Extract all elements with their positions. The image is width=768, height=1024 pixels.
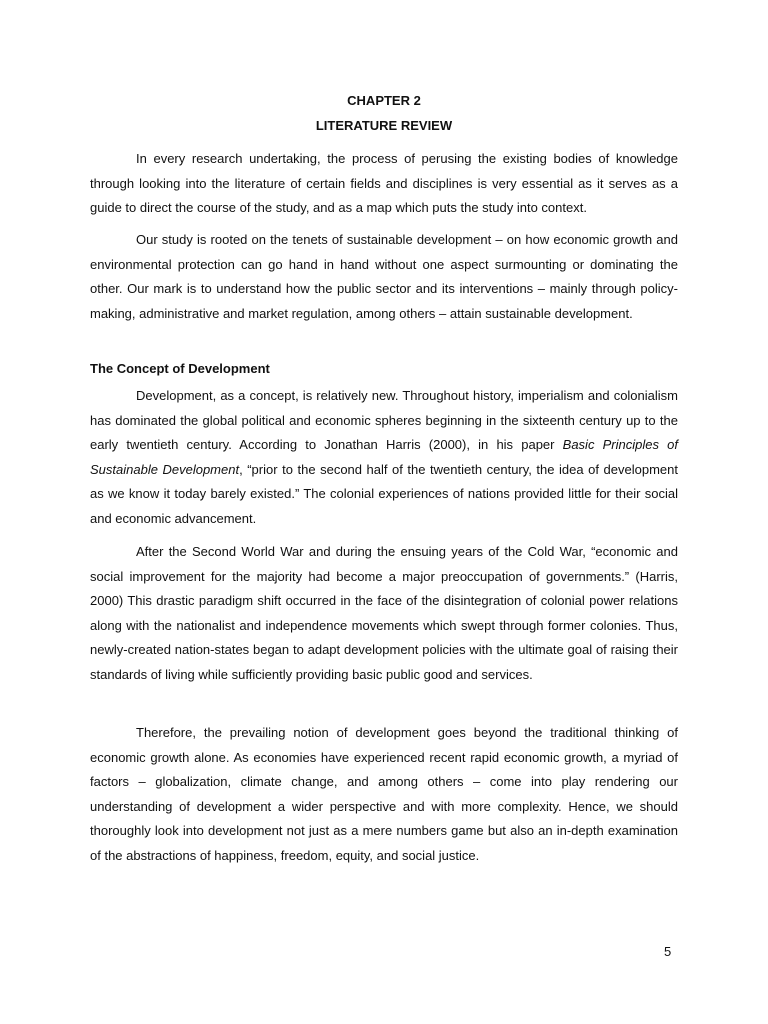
- section-paragraph-1-text-b: , “prior to the second half of the twentieth century, the idea of development as we know it today barely existed.” The colonial experiences of nations provided little for their social and economic advancement.: [90, 461, 678, 526]
- section-paragraph-1: [90, 384, 678, 531]
- section-paragraph-2: After the Second World War and during the ensuing years of the Cold War, “economic and social improvement for the majority had become a major preoccupation of governments.” (Harris, 2000) This drastic paradigm shift occurred in the face of the disintegration of colonial power relations along with the nationalist and independence movements which swept through former colonies. Thus, newly-created nation-states began to adapt development policies with the ultimate goal of raising their standards of living while sufficiently providing basic public good and services.: [90, 544, 678, 682]
- chapter-number: CHAPTER 2: [347, 93, 421, 108]
- intro-paragraph-2: Our study is rooted on the tenets of sustainable development – on how economic growth and environmental protection can go hand in hand without one aspect surmounting or dominating the other. Our mark is to understand how the public sector and its interventions – mainly through policy-making, administrative and market regulation, among others – attain sustainable development.: [90, 232, 678, 321]
- section-paragraph-3: Therefore, the prevailing notion of development goes beyond the traditional thinking of economic growth alone. As economies have experienced recent rapid economic growth, a myriad of factors – globalization, climate change, and among others – come into play rendering our understanding of development a wider perspective and with more complexity. Hence, we should thoroughly look into development not just as a mere numbers game but also an in-depth examination of the abstractions of happiness, freedom, equity, and social justice.: [90, 725, 678, 863]
- chapter-title: LITERATURE REVIEW: [315, 118, 453, 133]
- paper-title-italic: Basic Principles of Sustainable Development: [90, 437, 678, 477]
- intro-paragraph-1: In every research undertaking, the process of perusing the existing bodies of knowledge through looking into the literature of certain fields and disciplines is very essential as it serves as a guide to direct the course of the study, and as a map which puts the study into context.: [90, 151, 678, 215]
- page-number: 5: [664, 944, 672, 959]
- section-paragraph-1-text-a: Development, as a concept, is relatively new. Throughout history, imperialism and colonialism has dominated the global political and economic spheres beginning in the sixteenth century up to the early twentieth century. According to Jonathan Harris (2000), in his paper: [90, 388, 678, 452]
- section-heading: The Concept of Development: [90, 361, 270, 376]
